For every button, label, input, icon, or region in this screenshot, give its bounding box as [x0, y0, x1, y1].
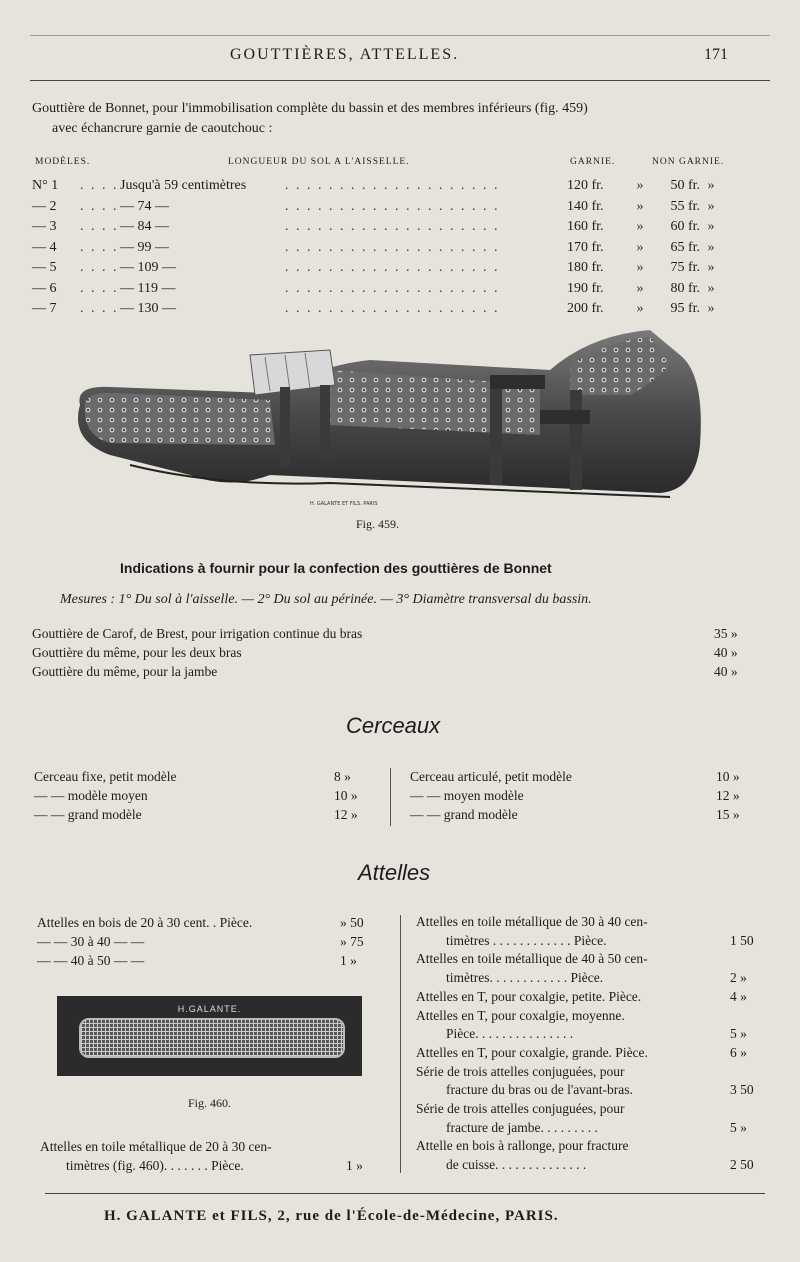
currency-mark: » [707, 301, 717, 317]
attelle-right-price: 1 50 [730, 932, 754, 948]
price-garnie: 180 fr. [567, 260, 604, 276]
dots: . . . . [80, 260, 119, 276]
indications-title: Indications à fournir pour la confection des gouttières de Bonnet [120, 560, 552, 576]
dots: . . . . . . . . . . . . . . . . . . . . [285, 239, 500, 255]
attelle-right-text: Pièce. . . . . . . . . . . . . . . [446, 1026, 574, 1042]
running-title: GOUTTIÈRES, ATTELLES. [230, 46, 460, 63]
price-non-garnie: 75 fr. [670, 260, 700, 276]
attelle-left-price: » 75 [340, 934, 364, 949]
currency-mark: » [636, 280, 646, 296]
model-number: — 2 [32, 198, 57, 214]
model-length: — 84 — [120, 219, 169, 235]
dots: . . . . . . . . . . . . . . . . . . . . [285, 301, 500, 317]
price-non-garnie: 65 fr. [670, 239, 700, 255]
carof-item-label: Gouttière du même, pour les deux bras [32, 645, 242, 660]
attelle-right-text: timètres . . . . . . . . . . . . Pièce. [446, 932, 607, 948]
model-row [32, 217, 724, 238]
top-faint-rule [30, 35, 770, 36]
currency-mark: » [636, 260, 646, 276]
carof-item-price: 40 » [714, 664, 738, 679]
header-rule [30, 80, 770, 81]
wire-mesh-splint [79, 1018, 345, 1058]
attelle-right-price: 5 » [730, 1119, 747, 1135]
cerceau-right-label: — — grand modèle [410, 807, 518, 822]
mesures-line: Mesures : 1° Du sol à l'aisselle. — 2° Du sol au périnée. — 3° Diamètre transversal du bassin. [60, 592, 592, 607]
cerceau-left-price: 8 » [334, 769, 351, 784]
model-row [32, 299, 724, 320]
model-number: — 3 [32, 219, 57, 235]
currency-mark: » [636, 239, 646, 255]
attelle-right-text: Série de trois attelles conjuguées, pour [416, 1063, 625, 1079]
price-garnie: 190 fr. [567, 280, 604, 296]
model-number: — 6 [32, 280, 57, 296]
footer-address: H. GALANTE et FILS, 2, rue de l'École-de-Médecine, PARIS. [104, 1208, 559, 1224]
cerceau-left-label: Cerceau fixe, petit modèle [34, 769, 177, 784]
attelles-left-bottom-price: 1 » [346, 1158, 363, 1173]
carof-item-price: 40 » [714, 645, 738, 660]
model-row [32, 197, 724, 218]
cerceaux-title: Cerceaux [346, 713, 441, 738]
attelle-right-text: fracture de jambe. . . . . . . . . [446, 1119, 598, 1135]
dots: . . . . . . . . . . . . . . . . . . . . [285, 198, 500, 214]
currency-mark: » [636, 198, 646, 214]
currency-mark: » [707, 260, 717, 276]
model-length: — 74 — [120, 198, 169, 214]
dots: . . . . [80, 301, 119, 317]
carof-item-label: Gouttière du même, pour la jambe [32, 664, 218, 679]
currency-mark: » [707, 178, 717, 194]
footer-rule [45, 1193, 765, 1194]
fig-460-caption: Fig. 460. [188, 1096, 232, 1110]
carof-item-label: Gouttière de Carof, de Brest, pour irrigation continue du bras [32, 626, 363, 641]
model-row [32, 279, 724, 300]
dots: . . . . [80, 178, 119, 194]
model-length: — 130 — [120, 301, 176, 317]
price-non-garnie: 60 fr. [670, 219, 700, 235]
cerceau-right-label: Cerceau articulé, petit modèle [410, 769, 572, 784]
currency-mark: » [636, 301, 646, 317]
attelle-left-label: — — 30 à 40 — — [37, 934, 145, 949]
price-non-garnie: 95 fr. [670, 301, 700, 317]
attelle-right-price: 2 50 [730, 1157, 754, 1173]
cerceaux-divider [390, 768, 391, 826]
model-number: N° 1 [32, 178, 59, 194]
attelle-right-price: 5 » [730, 1026, 747, 1042]
attelle-right-text: timètres. . . . . . . . . . . . Pièce. [446, 970, 604, 986]
currency-mark: » [707, 219, 717, 235]
cerceau-right-price: 15 » [716, 807, 740, 822]
attelle-right-text: de cuisse. . . . . . . . . . . . . . [446, 1157, 587, 1173]
dots: . . . . . . . . . . . . . . . . . . . . [285, 219, 500, 235]
dots: . . . . . . . . . . . . . . . . . . . . [285, 178, 500, 194]
cerceau-left-price: 10 » [334, 788, 358, 803]
gouttiere-bonnet-illustration [70, 325, 710, 510]
model-length: — 119 — [120, 280, 176, 296]
dots: . . . . [80, 219, 119, 235]
attelle-right-text: Attelles en T, pour coxalgie, moyenne. [416, 1007, 625, 1023]
currency-mark: » [636, 219, 646, 235]
attelle-right-price: 4 » [730, 988, 747, 1004]
price-non-garnie: 50 fr. [670, 178, 700, 194]
currency-mark: » [707, 239, 717, 255]
attelles-left-bottom-line2: timètres (fig. 460). . . . . . . Pièce. [66, 1158, 244, 1173]
attelles-title: Attelles [358, 860, 431, 885]
attelle-right-price: 6 » [730, 1044, 747, 1060]
bonnet-intro-line2: avec échancrure garnie de caoutchouc : [52, 121, 273, 136]
price-garnie: 200 fr. [567, 301, 604, 317]
bonnet-models-table [32, 176, 724, 320]
attelle-right-text: Attelles en toile métallique de 40 à 50 cen- [416, 951, 648, 967]
model-row [32, 176, 724, 197]
attelle-right-text: Attelle en bois à rallonge, pour fracture [416, 1138, 629, 1154]
model-length: — 109 — [120, 260, 176, 276]
dots: . . . . [80, 239, 119, 255]
price-non-garnie: 55 fr. [670, 198, 700, 214]
price-non-garnie: 80 fr. [670, 280, 700, 296]
engraver-mark: H. GALANTE ET FILS. PARIS [310, 501, 378, 507]
price-garnie: 160 fr. [567, 219, 604, 235]
attelles-left-bottom-line1: Attelles en toile métallique de 20 à 30 cen- [40, 1139, 272, 1154]
bonnet-intro-line1: Gouttière de Bonnet, pour l'immobilisation complète du bassin et des membres inférieurs (fig. 459) [32, 101, 588, 116]
price-garnie: 120 fr. [567, 178, 604, 194]
attelle-right-text: Attelles en toile métallique de 30 à 40 cen- [416, 914, 648, 929]
attelle-right-price: 2 » [730, 970, 747, 986]
attelle-left-price: » 50 [340, 915, 364, 930]
price-garnie: 140 fr. [567, 198, 604, 214]
cerceau-right-label: — — moyen modèle [410, 788, 524, 803]
attelle-right-text: Attelles en T, pour coxalgie, petite. Pièce. [416, 988, 642, 1004]
col-header-garnie: GARNIE. [570, 157, 616, 167]
attelles-divider [400, 915, 401, 1173]
col-header-length: LONGUEUR DU SOL A L'AISSELLE. [228, 157, 410, 167]
price-garnie: 170 fr. [567, 239, 604, 255]
model-length: — 99 — [120, 239, 169, 255]
attelle-right-text: Attelles en T, pour coxalgie, grande. Pièce. [416, 1044, 648, 1060]
attelle-left-label: Attelles en bois de 20 à 30 cent. . Pièce. [37, 915, 253, 930]
fig-460-image [57, 996, 362, 1076]
currency-mark: » [707, 280, 717, 296]
dots: . . . . [80, 198, 119, 214]
dots: . . . . . . . . . . . . . . . . . . . . [285, 280, 500, 296]
dots: . . . . [80, 280, 119, 296]
currency-mark: » [636, 178, 646, 194]
cerceau-right-price: 10 » [716, 769, 740, 784]
cerceau-left-price: 12 » [334, 807, 358, 822]
fig-459-caption: Fig. 459. [356, 517, 400, 531]
attelle-left-price: 1 » [340, 953, 357, 968]
attelle-right-price: 3 50 [730, 1082, 754, 1098]
fig-460-label: H.GALANTE. [177, 1004, 242, 1014]
col-header-models: MODÈLES. [35, 157, 91, 167]
model-number: — 7 [32, 301, 57, 317]
cerceau-left-label: — — modèle moyen [34, 788, 148, 803]
cerceau-left-label: — — grand modèle [34, 807, 142, 822]
attelle-left-label: — — 40 à 50 — — [37, 953, 145, 968]
model-length: Jusqu'à 59 centimètres [120, 178, 247, 194]
model-number: — 5 [32, 260, 57, 276]
attelle-right-text: Série de trois attelles conjuguées, pour [416, 1101, 625, 1116]
model-row [32, 238, 724, 259]
currency-mark: » [707, 198, 717, 214]
model-number: — 4 [32, 239, 57, 255]
carof-item-price: 35 » [714, 626, 738, 641]
col-header-non-garnie: NON GARNIE. [652, 157, 725, 167]
page-number: 171 [704, 46, 728, 63]
model-row [32, 258, 724, 279]
attelle-right-text: fracture du bras ou de l'avant-bras. [446, 1082, 633, 1098]
dots: . . . . . . . . . . . . . . . . . . . . [285, 260, 500, 276]
cerceau-right-price: 12 » [716, 788, 740, 803]
